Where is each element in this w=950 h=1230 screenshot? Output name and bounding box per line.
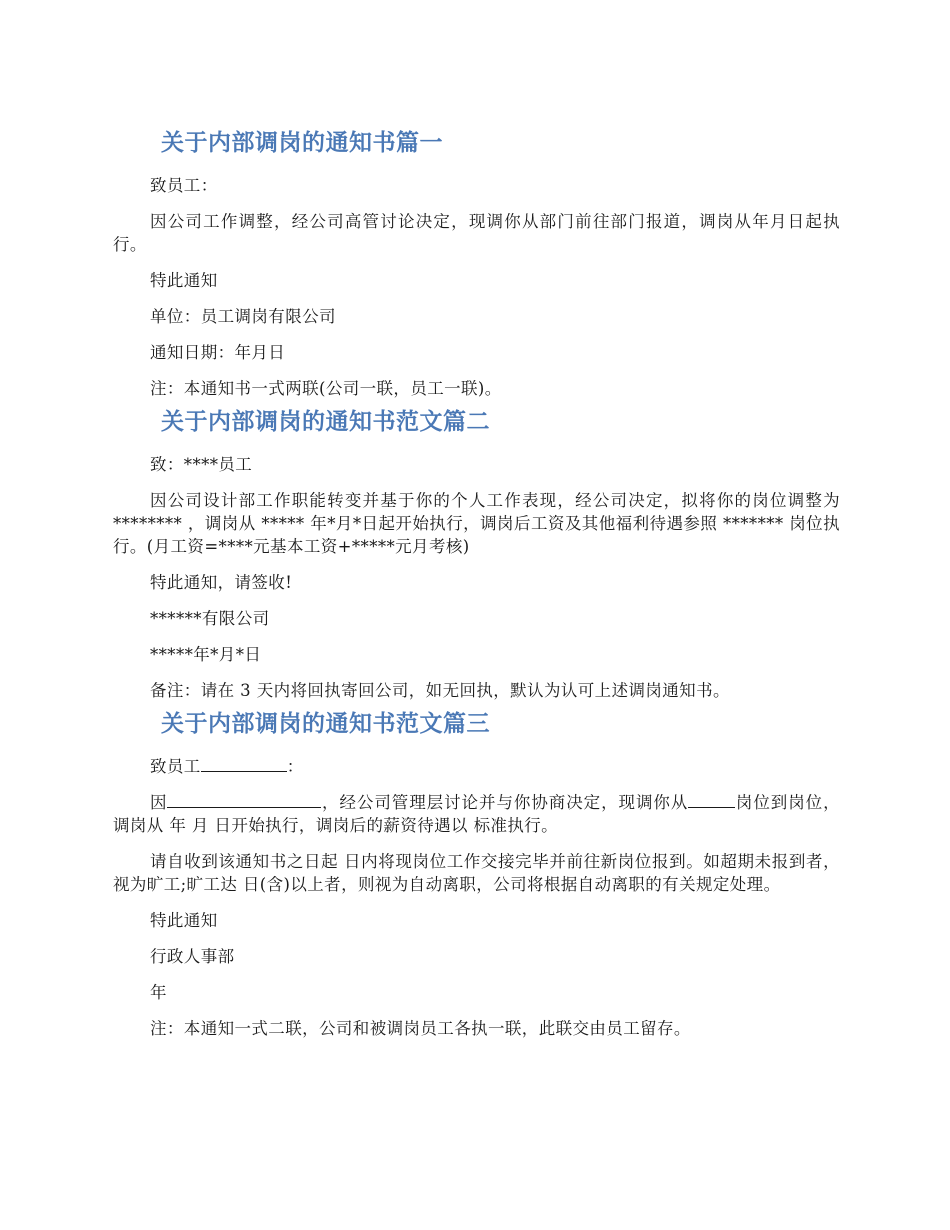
reason-blank — [167, 791, 321, 808]
section-title-2: 关于内部调岗的通知书范文篇二 — [161, 409, 490, 435]
closing-3: 特此通知 — [150, 911, 218, 930]
position-blank — [688, 791, 735, 808]
body-paragraph-3b: 请自收到该通知书之日起 日内将现岗位工作交接完毕并前往新岗位报到。如超期未报到者，视为旷工;旷工达 日(含)以上者，则视为自动离职，公司将根据自动离职的有关规定处理。 — [113, 852, 840, 894]
body-3-part-b: ，经公司管理层讨论并与你协商决定，现调你从 — [321, 793, 689, 812]
note-3: 注：本通知一式二联，公司和被调岗员工各执一联，此联交由员工留存。 — [150, 1019, 691, 1038]
closing-2: 特此通知，请签收! — [150, 573, 293, 592]
date-2: *****年*月*日 — [150, 645, 262, 664]
name-blank — [201, 755, 287, 772]
salutation-3-text: 致员工 — [150, 757, 201, 776]
issuer-2: ******有限公司 — [150, 609, 270, 628]
body-3-part-a: 因 — [150, 793, 168, 812]
body-paragraph-1: 因公司工作调整，经公司高管讨论决定，现调你从部门前往部门报道，调岗从年月日起执行。 — [113, 212, 840, 254]
salutation-3-colon: ： — [286, 757, 304, 776]
note-2: 备注：请在 3 天内将回执寄回公司，如无回执，默认为认可上述调岗通知书。 — [150, 681, 730, 700]
document-page — [113, 125, 840, 1040]
issuer-3: 行政人事部 — [150, 947, 235, 966]
salutation-2: 致：****员工 — [150, 455, 253, 474]
salutation-1: 致员工： — [150, 176, 218, 195]
closing-1: 特此通知 — [150, 271, 218, 290]
body-3-part-c: 岗位到岗位，调岗从 年 月 日开始执行，调岗后的薪资待遇以 标准执行。 — [113, 793, 840, 835]
section-title-1: 关于内部调岗的通知书篇一 — [161, 130, 443, 156]
section-title-3: 关于内部调岗的通知书范文篇三 — [161, 711, 490, 737]
note-1: 注：本通知书一式两联(公司一联，员工一联)。 — [150, 379, 502, 398]
issuer-1: 单位：员工调岗有限公司 — [150, 307, 336, 326]
date-1: 通知日期：年月日 — [150, 343, 286, 362]
date-3: 年 — [150, 983, 167, 1002]
body-paragraph-2: 因公司设计部工作职能转变并基于你的个人工作表现，经公司决定，拟将你的岗位调整为 ******** ，调岗从 ***** 年*月*日起开始执行，调岗后工资及其他福利待遇参照 ******* 岗位执行。(月工资=****元基本工资+*****元月考核) — [113, 491, 840, 556]
body-paragraph-3 — [113, 791, 840, 837]
salutation-3 — [113, 755, 840, 778]
